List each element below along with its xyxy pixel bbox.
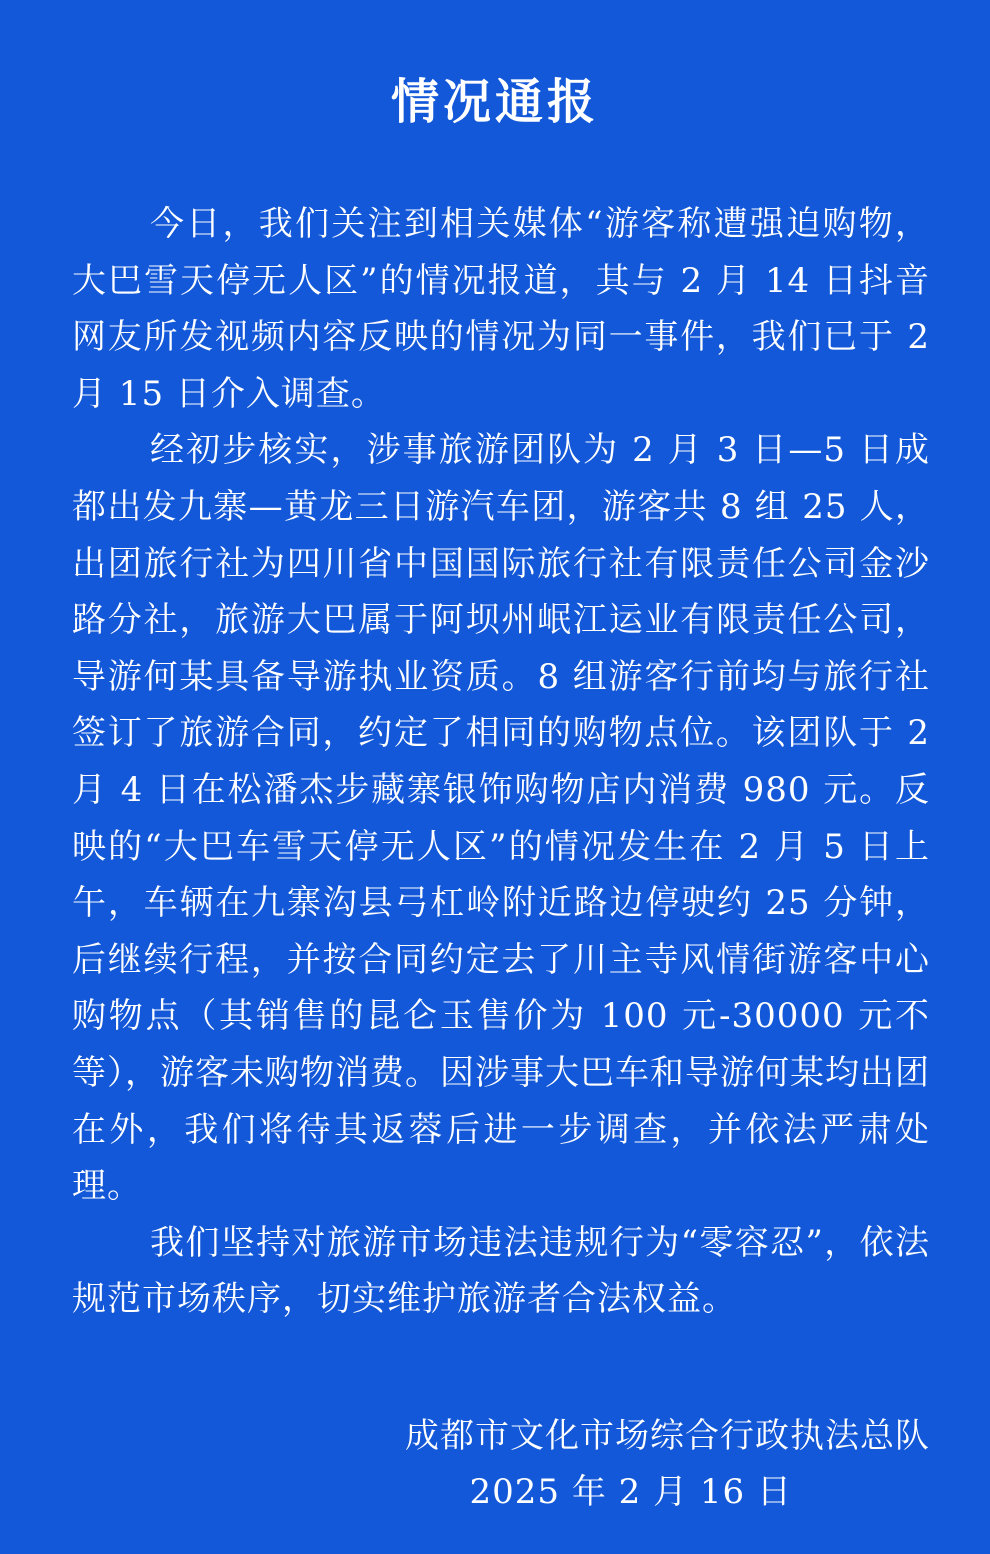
signature-date: 2025 年 2 月 16 日 [469, 1472, 792, 1512]
notice-body [72, 196, 930, 1328]
paragraph-1: 今日，我们关注到相关媒体“游客称遭强迫购物，大巴雪天停无人区”的情况报道，其与 2 月 14 日抖音网友所发视频内容反映的情况为同一事件，我们已于 2 月 15 日介入调查。 [72, 204, 930, 414]
paragraph-2: 经初步核实，涉事旅游团队为 2 月 3 日—5 日成都出发九寨—黄龙三日游汽车团，游客共 8 组 25 人，出团旅行社为四川省中国国际旅行社有限责任公司金沙路分社，旅游大巴属于阿坝州岷江运业有限责任公司，导游何某具备导游执业资质。8 组游客行前均与旅行社签订了旅游合同，约定了相同的购物点位。该团队于 2 月 4 日在松潘杰步藏寨银饰购物店内消费 980 元。反映的“大巴车雪天停无人区”的情况发生在 2 月 5 日上午，车辆在九寨沟县弓杠岭附近路边停驶约 25 分钟，后继续行程，并按合同约定去了川主寺风情街游客中心购物点（其销售的昆仑玉售价为 100 元-30000 元不等），游客未购物消费。因涉事大巴车和导游何某均出团在外，我们将待其返蓉后进一步调查，并依法严肃处理。 [72, 430, 930, 1207]
signature-organization: 成都市文化市场综合行政执法总队 [405, 1416, 930, 1456]
paragraph-3: 我们坚持对旅游市场违法违规行为“零容忍”，依法规范市场秩序，切实维护旅游者合法权益。 [72, 1222, 930, 1320]
signature-block [405, 1408, 930, 1520]
notice-title: 情况通报 [390, 74, 599, 130]
